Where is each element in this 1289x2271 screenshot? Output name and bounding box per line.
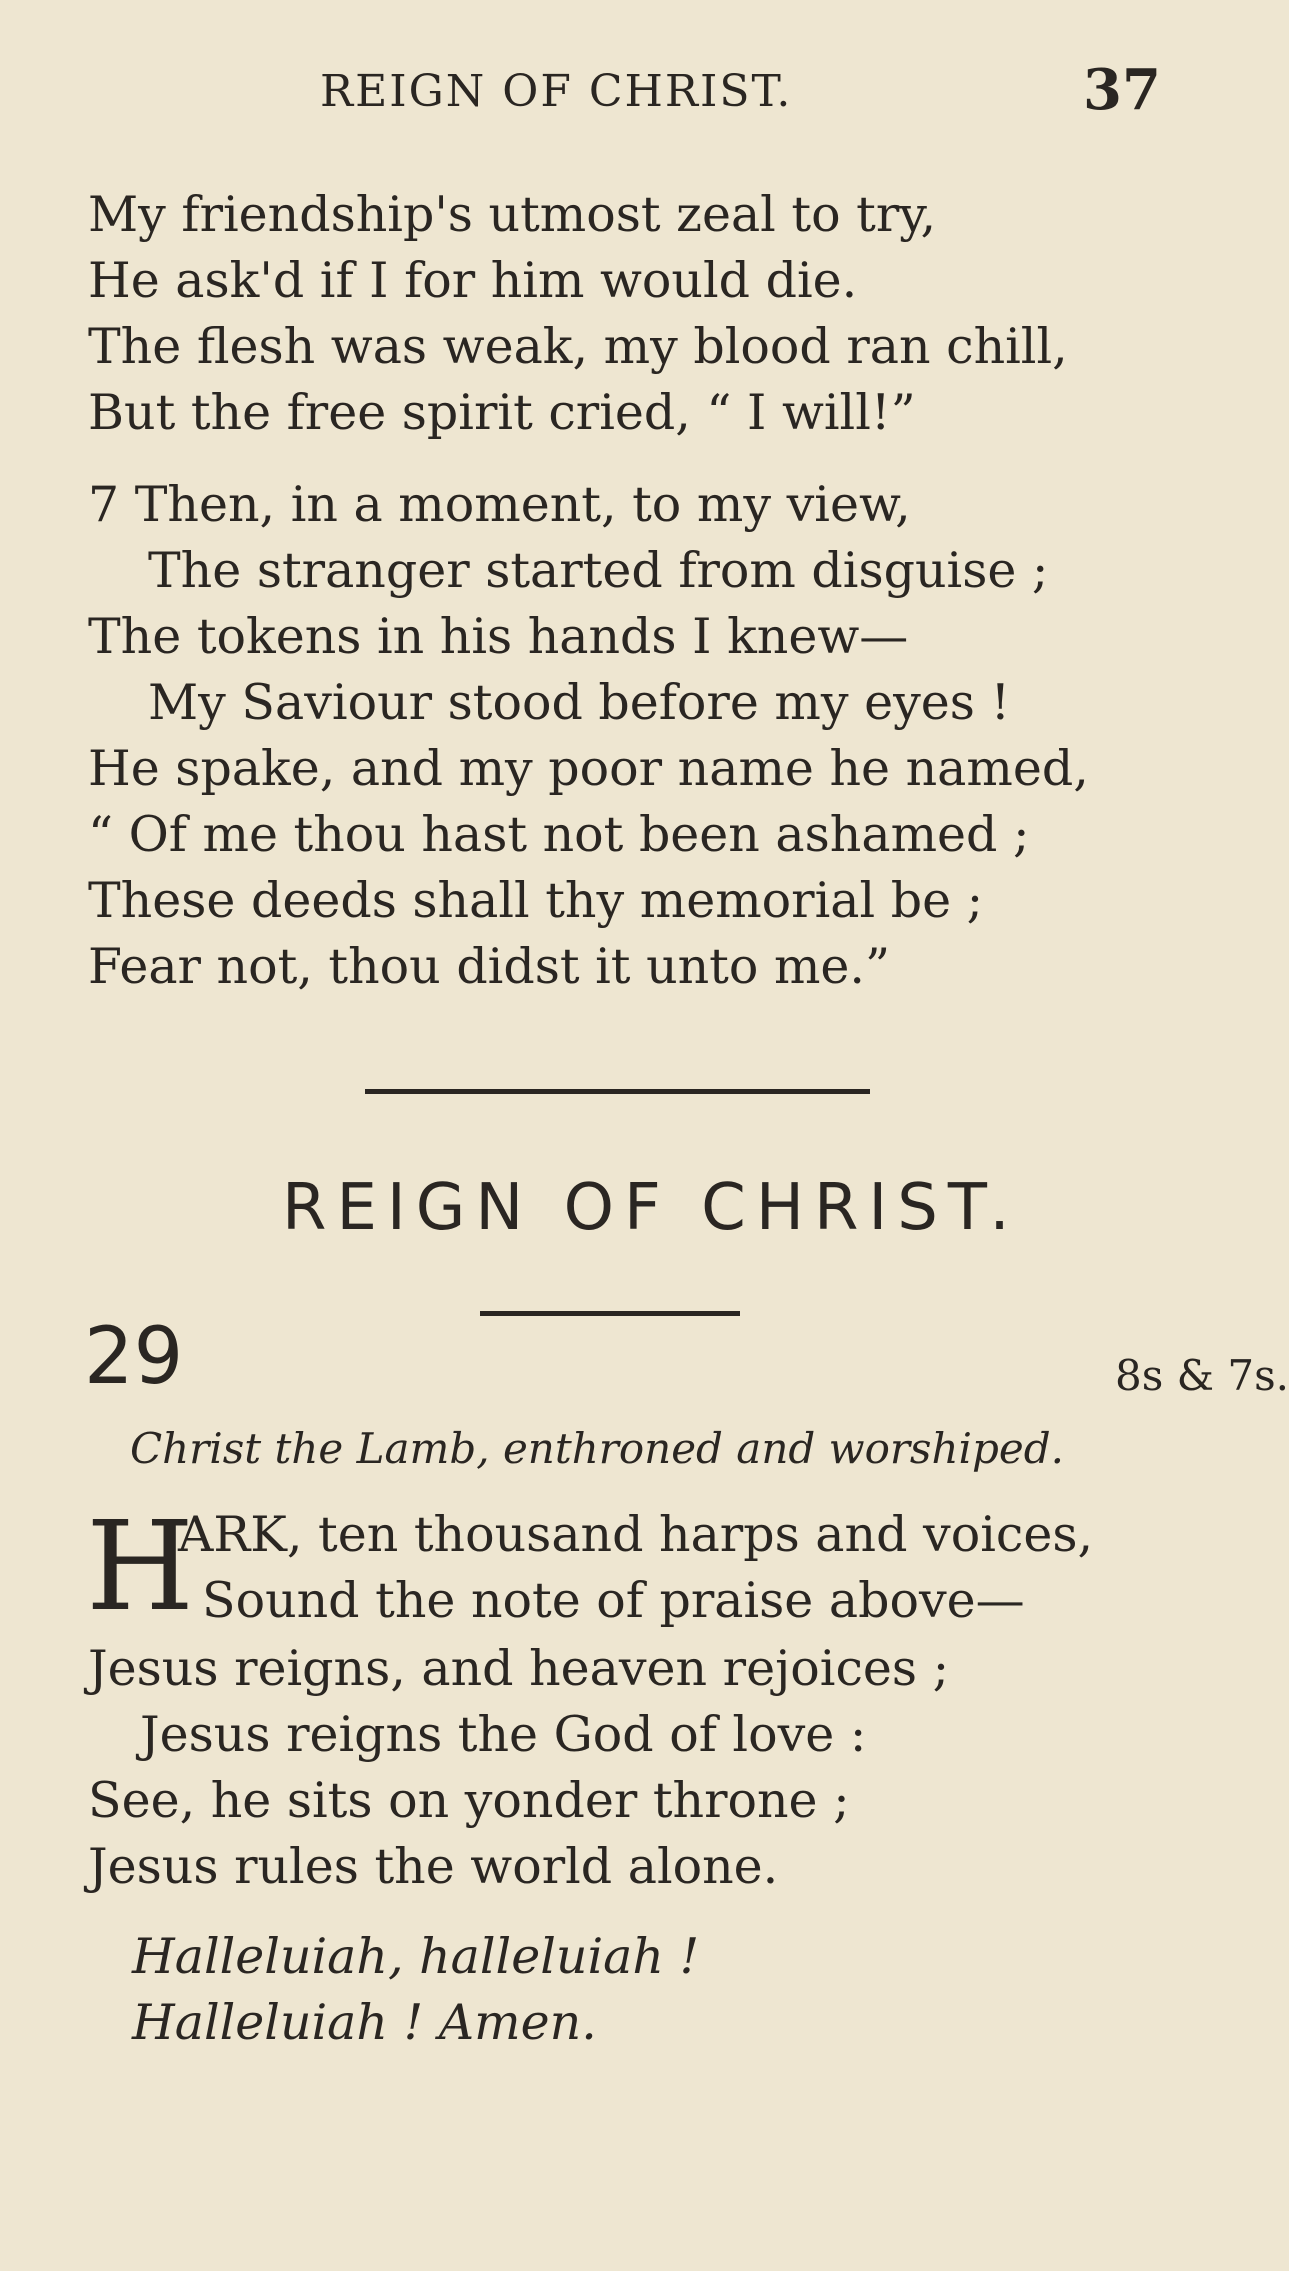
verse-line: ARK, ten thousand harps and voices, [178, 1506, 1094, 1563]
running-header-title: REIGN OF CHRIST. [320, 66, 793, 117]
verse-line: Jesus rules the world alone. [88, 1838, 779, 1895]
verse-line: But the free spirit cried, “ I will!” [88, 384, 916, 441]
verse-line: Jesus reigns, and heaven rejoices ; [88, 1640, 950, 1697]
verse-line: He ask'd if I for him would die. [88, 252, 858, 309]
verse-line: Fear not, thou didst it unto me.” [88, 938, 891, 995]
verse-line: My Saviour stood before my eyes ! [148, 674, 1011, 731]
verse-line: The tokens in his hands I knew— [88, 608, 909, 665]
verse-line: Sound the note of praise above— [202, 1572, 1025, 1629]
refrain-line: Halleluiah, halleluiah ! [132, 1928, 700, 1985]
verse-line: My friendship's utmost zeal to try, [88, 186, 937, 243]
verse-line: 7 Then, in a moment, to my view, [88, 476, 911, 533]
verse-line: Jesus reigns the God of love : [140, 1706, 867, 1763]
hymn-meter: 8s & 7s. [1115, 1351, 1289, 1400]
drop-cap: H [86, 1495, 195, 1639]
verse-line: “ Of me thou hast not been ashamed ; [88, 806, 1030, 863]
title-underline-rule [480, 1311, 740, 1316]
verse-line: These deeds shall thy memorial be ; [88, 872, 984, 929]
hymn-subtitle: Christ the Lamb, enthroned and worshiped. [130, 1424, 1064, 1473]
hymn-number: 29 [84, 1312, 184, 1402]
verse-line: The flesh was weak, my blood ran chill, [88, 318, 1068, 375]
section-divider-rule [365, 1089, 870, 1094]
refrain-line: Halleluiah ! Amen. [132, 1994, 597, 2051]
page-number: 37 [1083, 57, 1161, 123]
hymn-section-title: REIGN OF CHRIST. [282, 1171, 1020, 1245]
verse-line: He spake, and my poor name he named, [88, 740, 1089, 797]
verse-line: See, he sits on yonder throne ; [88, 1772, 850, 1829]
verse-line: The stranger started from disguise ; [148, 542, 1049, 599]
